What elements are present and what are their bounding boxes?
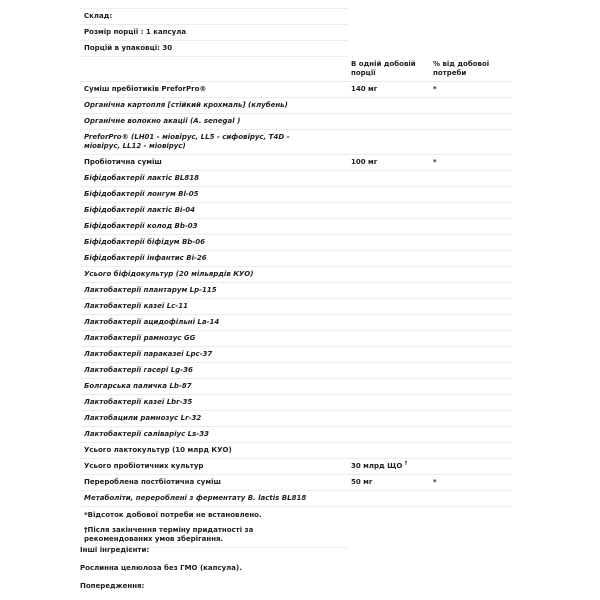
- ingredient-daily-value: [429, 368, 512, 374]
- table-top-divider: [80, 0, 348, 9]
- table-header-row: [80, 57, 512, 82]
- other-ingredients-text: Рослинна целюлоза без ГМО (капсула).: [80, 564, 242, 572]
- table-row: [80, 235, 512, 251]
- ingredient-daily-value: [429, 224, 512, 230]
- table-row: [80, 459, 512, 475]
- footnote-row: [80, 523, 348, 548]
- table-row: [80, 187, 512, 203]
- ingredient-daily-value: [429, 304, 512, 310]
- table-row: [80, 283, 512, 299]
- ingredient-amount: [347, 496, 429, 502]
- ingredient-name: Метаболіти, перероблені з ферментату B. lactis BL818: [84, 494, 307, 502]
- ingredient-name: Біфідобактерії колод Bb-03: [84, 222, 198, 230]
- ingredient-amount: [347, 272, 429, 278]
- amount-value: 30 млрд ЩО: [351, 462, 403, 470]
- ingredient-name: Лактобактерії казеї Lc-11: [84, 302, 188, 310]
- table-row: [80, 251, 512, 267]
- ingredient-daily-value: [429, 288, 512, 294]
- ingredient-name: Лактобактерії гасері Lg-36: [84, 366, 193, 374]
- ingredient-name: Органічне волокно акації (A. senegal ): [84, 117, 241, 125]
- table-row: [80, 155, 512, 171]
- ingredient-amount: [347, 459, 429, 474]
- ingredient-daily-value: [429, 192, 512, 198]
- ingredient-name: Лактобактерії рамнозус GG: [84, 334, 196, 342]
- ingredient-name: Лактобактерії плантарум Lp-115: [84, 286, 217, 294]
- ingredient-amount: [347, 176, 429, 182]
- ingredient-daily-value: [429, 496, 512, 502]
- ingredient-name: PreforPro® (LH01 - міовірус, LL5 - сифовірус, T4D - міовірус, LL12 - міовірус): [84, 133, 290, 150]
- amount-value: 50 мг: [351, 478, 373, 486]
- ingredient-daily-value: [429, 272, 512, 278]
- amount-value: 100 мг: [351, 158, 378, 166]
- ingredient-amount: [347, 103, 429, 109]
- ingredient-amount: [347, 336, 429, 342]
- ingredient-daily-value: [429, 432, 512, 438]
- ingredient-name: Болгарська паличка Lb-87: [84, 382, 192, 390]
- ingredient-amount: [347, 448, 429, 454]
- ingredient-amount: [347, 240, 429, 246]
- ingredient-name: Біфідобактерії лактіс BL818: [84, 174, 200, 182]
- ingredient-amount: [347, 224, 429, 230]
- ingredient-name: Суміш пребіотиків PreforPro®: [84, 85, 207, 93]
- footnote-expiry: †Після закінчення терміну придатності за рекомендованих умов зберігання.: [84, 526, 254, 543]
- table-row: [80, 267, 512, 283]
- ingredient-name: Органічна картопля [стійкий крохмаль] (клубень): [84, 101, 288, 109]
- serving-size-row: [80, 25, 348, 41]
- ingredient-daily-value: [429, 384, 512, 390]
- table-row: [80, 395, 512, 411]
- ingredient-amount: [347, 320, 429, 326]
- ingredient-daily-value: [429, 176, 512, 182]
- header-daily-value: % від добової потреби: [433, 60, 490, 77]
- ingredient-name: Пробіотична суміш: [84, 158, 162, 166]
- header-ingredient: [80, 66, 347, 72]
- composition-title: Склад:: [84, 12, 113, 20]
- ingredient-name: Усього біфідокультур (20 мільярдів КУО): [84, 270, 254, 278]
- ingredient-amount: [347, 192, 429, 198]
- ingredient-amount: [347, 384, 429, 390]
- ingredient-amount: [347, 256, 429, 262]
- ingredient-daily-value: [429, 103, 512, 109]
- table-row: [80, 171, 512, 187]
- ingredient-name: Усього пробіотичних культур: [84, 462, 204, 470]
- ingredient-name: Лактобактерії саліваріус Ls-33: [84, 430, 209, 438]
- ingredient-daily-value: [429, 464, 512, 470]
- warnings-title: Попередження:: [80, 582, 145, 590]
- ingredient-amount: [347, 416, 429, 422]
- table-row: [80, 443, 512, 459]
- ingredient-daily-value: [429, 256, 512, 262]
- ingredient-daily-value: [429, 400, 512, 406]
- ingredient-amount: [347, 475, 429, 490]
- ingredient-daily-value: [429, 416, 512, 422]
- table-row: [80, 347, 512, 363]
- ingredient-amount: [347, 139, 429, 145]
- ingredient-amount: [347, 400, 429, 406]
- table-row: [80, 203, 512, 219]
- amount-value: 140 мг: [351, 85, 378, 93]
- table-row: [80, 331, 512, 347]
- table-row: [80, 219, 512, 235]
- ingredient-name: Біфідобактерії біфідум Bb-06: [84, 238, 205, 246]
- other-ingredients-section: [80, 546, 242, 600]
- table-row: [80, 114, 512, 130]
- serving-size: Розмір порції : 1 капсула: [84, 28, 187, 36]
- table-row: [80, 82, 512, 98]
- other-ingredients-title: Інші інгредієнти:: [80, 546, 150, 554]
- ingredient-daily-value: [429, 320, 512, 326]
- composition-title-row: [80, 9, 348, 25]
- ingredient-name: Біфідобактерії лонгум Bl-05: [84, 190, 199, 198]
- servings-per-container-row: [80, 41, 348, 57]
- table-row: [80, 491, 512, 507]
- ingredient-name: Лактобактерії ацидофільні La-14: [84, 318, 220, 326]
- amount-footnote-marker: †: [404, 460, 408, 467]
- footnote-daily-value: *Відсоток добової потреби не встановлено.: [84, 510, 262, 519]
- ingredient-name: Лактобацили рамнозус Lr-32: [84, 414, 202, 422]
- ingredient-name: Перероблена постбіотична суміш: [84, 478, 221, 486]
- ingredient-daily-value: [429, 448, 512, 454]
- table-row: [80, 363, 512, 379]
- table-row: [80, 130, 512, 155]
- ingredient-amount: [347, 304, 429, 310]
- table-row: [80, 427, 512, 443]
- footnote-row: [80, 507, 348, 523]
- supplement-facts-table: [80, 0, 512, 548]
- table-row: [80, 475, 512, 491]
- table-row: [80, 299, 512, 315]
- ingredient-amount: [347, 155, 429, 170]
- ingredient-name: Усього лактокультур (10 млрд КУО): [84, 446, 232, 454]
- ingredient-daily-value: [429, 240, 512, 246]
- ingredient-amount: [347, 208, 429, 214]
- ingredient-daily-value: [429, 336, 512, 342]
- ingredient-amount: [347, 288, 429, 294]
- ingredient-daily-value: *: [433, 478, 437, 486]
- ingredient-name: Біфідобактерії лактіс Bi-04: [84, 206, 195, 214]
- ingredient-daily-value: [429, 119, 512, 125]
- ingredient-daily-value: [429, 208, 512, 214]
- ingredient-name: Лактобактерії параказеї Lpc-37: [84, 350, 213, 358]
- ingredient-daily-value: [429, 139, 512, 145]
- table-row: [80, 379, 512, 395]
- ingredient-amount: [347, 432, 429, 438]
- ingredient-daily-value: [429, 352, 512, 358]
- ingredient-name: Лактобактерії казеї Lbr-35: [84, 398, 193, 406]
- ingredient-amount: [347, 368, 429, 374]
- table-row: [80, 98, 512, 114]
- header-amount: В одній добовій порції: [351, 60, 416, 77]
- ingredient-name: Біфідобактерії інфантис Bi-26: [84, 254, 207, 262]
- table-row: [80, 315, 512, 331]
- table-row: [80, 411, 512, 427]
- ingredient-amount: [347, 82, 429, 97]
- ingredient-daily-value: *: [433, 158, 437, 166]
- ingredient-amount: [347, 119, 429, 125]
- ingredient-daily-value: *: [433, 85, 437, 93]
- servings-per-container: Порцій в упаковці: 30: [84, 44, 173, 52]
- ingredient-amount: [347, 352, 429, 358]
